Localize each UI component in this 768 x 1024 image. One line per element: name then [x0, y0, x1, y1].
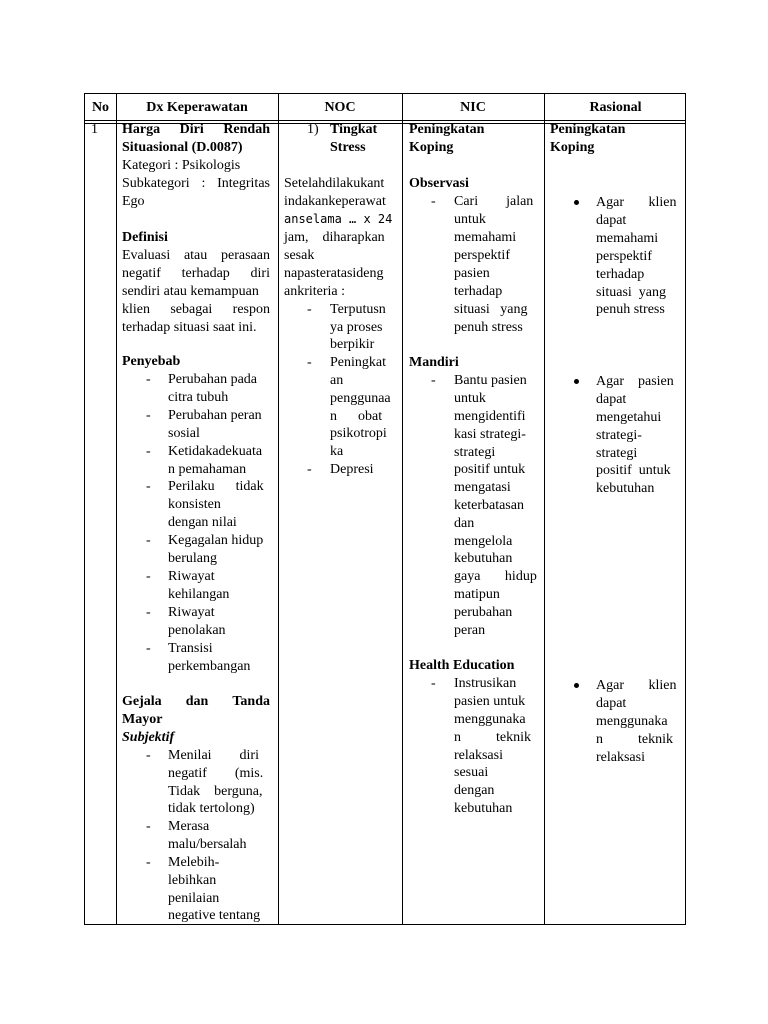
gejala-heading: Gejala dan Tanda	[122, 694, 270, 709]
bullet-marker	[574, 379, 579, 384]
dash-marker: -	[307, 462, 312, 477]
dash-marker: -	[146, 444, 151, 459]
column-divider	[116, 94, 117, 924]
definisi-line: klien sebagai respon	[122, 302, 270, 317]
bullet-marker	[574, 200, 579, 205]
header-noc: NOC	[324, 100, 356, 116]
nic-section-observasi: Observasi	[409, 176, 469, 191]
dash-marker: -	[146, 533, 151, 548]
definisi-line: negatif terhadap diri	[122, 266, 270, 281]
noc-intro-line: napasteratasideng	[284, 266, 384, 281]
noc-intro-line: sesak	[284, 248, 315, 263]
nic-section-health-education: Health Education	[409, 658, 515, 673]
dash-marker: -	[146, 605, 151, 620]
dash-marker: -	[146, 569, 151, 584]
dash-marker: -	[146, 748, 151, 763]
noc-intro-line: jam, diharapkan	[284, 230, 385, 245]
dash-marker: -	[146, 372, 151, 387]
column-divider	[278, 94, 279, 924]
dash-marker: -	[146, 479, 151, 494]
dx-kategori: Kategori : Psikologis	[122, 158, 241, 173]
dash-marker: -	[146, 641, 151, 656]
noc-item-title: Tingkat	[330, 122, 378, 137]
definisi-line: Evaluasi atau perasaan	[122, 248, 270, 263]
dash-marker: -	[431, 194, 436, 209]
noc-item-title: Stress	[330, 140, 366, 155]
gejala-heading-line2: Mayor	[122, 712, 163, 727]
header-dx: Dx Keperawatan	[146, 100, 248, 116]
dx-title: Harga Diri Rendah	[122, 122, 270, 137]
dash-marker: -	[307, 355, 312, 370]
dash-marker: -	[431, 676, 436, 691]
header-nic: NIC	[460, 100, 486, 116]
dx-subkategori: Subkategori : Integritas	[122, 176, 270, 191]
definisi-heading: Definisi	[122, 230, 168, 245]
definisi-line: sendiri atau kemampuan	[122, 284, 259, 299]
penyebab-heading: Penyebab	[122, 354, 181, 369]
dx-subkategori-line2: Ego	[122, 194, 145, 209]
subjektif-heading: Subjektif	[122, 730, 175, 745]
column-divider	[402, 94, 403, 924]
dash-marker: -	[146, 855, 151, 870]
noc-intro-line: ankriteria :	[284, 284, 346, 299]
header-rasional: Rasional	[589, 100, 642, 116]
dash-marker: -	[146, 819, 151, 834]
dash-marker: -	[307, 302, 312, 317]
dx-title-line2: Situasional (D.0087)	[122, 140, 243, 155]
noc-intro-line: anselama … x 24	[284, 212, 393, 226]
bullet-marker	[574, 683, 579, 688]
noc-item-number: 1)	[307, 122, 319, 137]
row-number: 1	[91, 122, 98, 137]
dash-marker: -	[431, 373, 436, 388]
nic-section-mandiri: Mandiri	[409, 355, 459, 370]
header-no: No	[91, 100, 110, 116]
noc-intro-line: Setelahdilakukant	[284, 176, 385, 191]
column-divider	[544, 94, 545, 924]
noc-intro-line: indakankeperawat	[284, 194, 386, 209]
rasional-title: Koping	[550, 140, 595, 155]
nic-title: Koping	[409, 140, 454, 155]
nic-title: Peningkatan	[409, 122, 485, 137]
dash-marker: -	[146, 408, 151, 423]
rasional-title: Peningkatan	[550, 122, 626, 137]
definisi-line: terhadap situasi saat ini.	[122, 320, 257, 335]
